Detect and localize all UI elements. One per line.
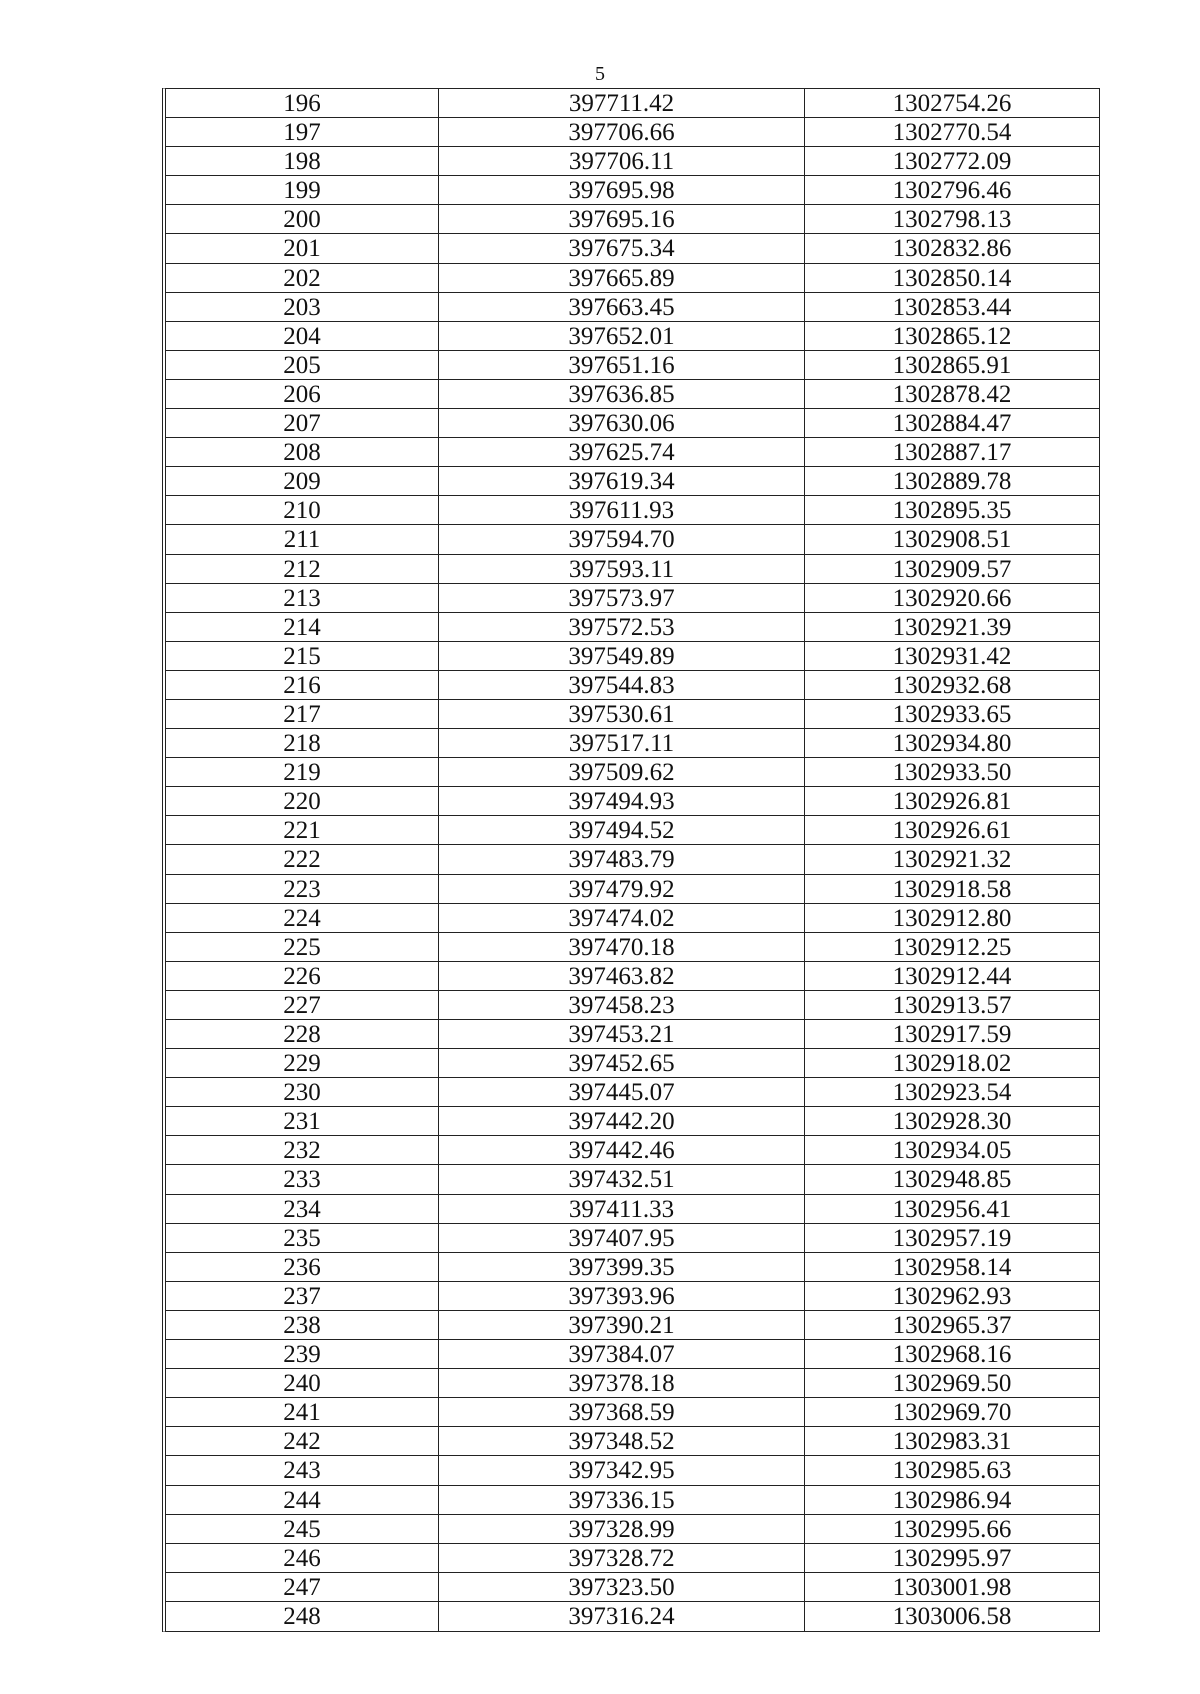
table-row bbox=[166, 1136, 1099, 1165]
point-number-cell: 198 bbox=[166, 147, 439, 175]
y-coordinate-cell: 1302928.30 bbox=[892, 1108, 1012, 1136]
table-row bbox=[166, 438, 1099, 467]
y-coordinate-cell: 1302918.58 bbox=[892, 875, 1012, 903]
table-row bbox=[166, 933, 1099, 962]
table-row bbox=[166, 1253, 1099, 1282]
point-number-cell: 238 bbox=[166, 1311, 439, 1339]
table-row bbox=[166, 496, 1099, 525]
table-row bbox=[166, 234, 1099, 263]
table-row bbox=[166, 700, 1099, 729]
table-row bbox=[166, 467, 1099, 496]
coordinates-table bbox=[162, 88, 1100, 1632]
point-number-cell: 240 bbox=[166, 1369, 439, 1397]
y-coordinate-cell: 1302884.47 bbox=[892, 410, 1012, 438]
x-coordinate-cell: 397390.21 bbox=[439, 1311, 805, 1339]
point-number-cell: 235 bbox=[166, 1224, 439, 1252]
point-number-cell: 206 bbox=[166, 380, 439, 408]
y-coordinate-cell: 1302957.19 bbox=[892, 1224, 1012, 1252]
table-row bbox=[166, 525, 1099, 554]
point-number-cell: 217 bbox=[166, 700, 439, 728]
point-number-cell: 203 bbox=[166, 293, 439, 321]
table-row bbox=[166, 118, 1099, 147]
y-coordinate-cell: 1302933.65 bbox=[892, 700, 1012, 728]
y-coordinate-cell: 1302772.09 bbox=[892, 148, 1012, 176]
y-coordinate-cell: 1302934.05 bbox=[892, 1137, 1012, 1165]
y-coordinate-cell: 1302962.93 bbox=[892, 1282, 1012, 1310]
x-coordinate-cell: 397336.15 bbox=[439, 1486, 805, 1514]
x-coordinate-cell: 397675.34 bbox=[439, 234, 805, 262]
y-coordinate-cell: 1302923.54 bbox=[892, 1079, 1012, 1107]
y-coordinate-cell: 1302956.41 bbox=[892, 1195, 1012, 1223]
y-coordinate-cell: 1302948.85 bbox=[892, 1166, 1012, 1194]
point-number-cell: 210 bbox=[166, 496, 439, 524]
x-coordinate-cell: 397630.06 bbox=[439, 409, 805, 437]
table-row bbox=[166, 991, 1099, 1020]
point-number-cell: 205 bbox=[166, 351, 439, 379]
y-coordinate-cell: 1302921.39 bbox=[892, 613, 1012, 641]
y-coordinate-cell: 1302909.57 bbox=[892, 555, 1012, 583]
x-coordinate-cell: 397483.79 bbox=[439, 845, 805, 873]
x-coordinate-cell: 397479.92 bbox=[439, 875, 805, 903]
table-row bbox=[166, 875, 1099, 904]
table-row bbox=[166, 1311, 1099, 1340]
y-coordinate-cell: 1302798.13 bbox=[892, 206, 1012, 234]
point-number-cell: 241 bbox=[166, 1398, 439, 1426]
y-coordinate-cell: 1302770.54 bbox=[892, 119, 1012, 147]
x-coordinate-cell: 397323.50 bbox=[439, 1573, 805, 1601]
x-coordinate-cell: 397509.62 bbox=[439, 758, 805, 786]
point-number-cell: 197 bbox=[166, 118, 439, 146]
page-number: 5 bbox=[595, 63, 605, 85]
x-coordinate-cell: 397549.89 bbox=[439, 642, 805, 670]
point-number-cell: 222 bbox=[166, 845, 439, 873]
y-coordinate-cell: 1302887.17 bbox=[892, 439, 1012, 467]
table-row bbox=[166, 1427, 1099, 1456]
point-number-cell: 237 bbox=[166, 1282, 439, 1310]
y-coordinate-cell: 1303001.98 bbox=[892, 1573, 1012, 1601]
point-number-cell: 228 bbox=[166, 1020, 439, 1048]
x-coordinate-cell: 397348.52 bbox=[439, 1427, 805, 1455]
y-coordinate-cell: 1302968.16 bbox=[892, 1341, 1012, 1369]
point-number-cell: 243 bbox=[166, 1456, 439, 1484]
point-number-cell: 208 bbox=[166, 438, 439, 466]
x-coordinate-cell: 397393.96 bbox=[439, 1282, 805, 1310]
x-coordinate-cell: 397442.20 bbox=[439, 1107, 805, 1135]
point-number-cell: 215 bbox=[166, 642, 439, 670]
x-coordinate-cell: 397652.01 bbox=[439, 322, 805, 350]
x-coordinate-cell: 397463.82 bbox=[439, 962, 805, 990]
x-coordinate-cell: 397530.61 bbox=[439, 700, 805, 728]
x-coordinate-cell: 397445.07 bbox=[439, 1078, 805, 1106]
point-number-cell: 221 bbox=[166, 816, 439, 844]
x-coordinate-cell: 397474.02 bbox=[439, 904, 805, 932]
point-number-cell: 202 bbox=[166, 264, 439, 292]
point-number-cell: 227 bbox=[166, 991, 439, 1019]
table-row bbox=[166, 1544, 1099, 1573]
point-number-cell: 212 bbox=[166, 555, 439, 583]
point-number-cell: 231 bbox=[166, 1107, 439, 1135]
x-coordinate-cell: 397452.65 bbox=[439, 1049, 805, 1077]
x-coordinate-cell: 397706.11 bbox=[439, 147, 805, 175]
x-coordinate-cell: 397453.21 bbox=[439, 1020, 805, 1048]
x-coordinate-cell: 397458.23 bbox=[439, 991, 805, 1019]
point-number-cell: 233 bbox=[166, 1165, 439, 1193]
table-row bbox=[166, 1486, 1099, 1515]
x-coordinate-cell: 397316.24 bbox=[439, 1602, 805, 1631]
table-row bbox=[166, 1195, 1099, 1224]
y-coordinate-cell: 1302912.44 bbox=[892, 962, 1012, 990]
table-row bbox=[166, 1340, 1099, 1369]
x-coordinate-cell: 397695.16 bbox=[439, 205, 805, 233]
y-coordinate-cell: 1302932.68 bbox=[892, 671, 1012, 699]
table-row bbox=[166, 1020, 1099, 1049]
x-coordinate-cell: 397494.93 bbox=[439, 787, 805, 815]
table-row bbox=[166, 1049, 1099, 1078]
point-number-cell: 209 bbox=[166, 467, 439, 495]
table-row bbox=[166, 147, 1099, 176]
point-number-cell: 236 bbox=[166, 1253, 439, 1281]
y-coordinate-cell: 1302986.94 bbox=[892, 1486, 1012, 1514]
x-coordinate-cell: 397411.33 bbox=[439, 1195, 805, 1223]
y-coordinate-cell: 1302796.46 bbox=[892, 177, 1012, 205]
y-coordinate-cell: 1302754.26 bbox=[892, 90, 1012, 117]
table-row bbox=[166, 1573, 1099, 1602]
x-coordinate-cell: 397407.95 bbox=[439, 1224, 805, 1252]
x-coordinate-cell: 397593.11 bbox=[439, 555, 805, 583]
point-number-cell: 200 bbox=[166, 205, 439, 233]
table-row bbox=[166, 642, 1099, 671]
x-coordinate-cell: 397625.74 bbox=[439, 438, 805, 466]
y-coordinate-cell: 1302853.44 bbox=[892, 293, 1012, 321]
y-coordinate-cell: 1302865.91 bbox=[892, 351, 1012, 379]
point-number-cell: 230 bbox=[166, 1078, 439, 1106]
x-coordinate-cell: 397470.18 bbox=[439, 933, 805, 961]
y-coordinate-cell: 1302913.57 bbox=[892, 991, 1012, 1019]
table-row bbox=[166, 904, 1099, 933]
table-row bbox=[166, 729, 1099, 758]
y-coordinate-cell: 1302850.14 bbox=[892, 264, 1012, 292]
x-coordinate-cell: 397711.42 bbox=[439, 89, 805, 117]
point-number-cell: 244 bbox=[166, 1486, 439, 1514]
point-number-cell: 196 bbox=[166, 89, 439, 117]
table-row bbox=[166, 613, 1099, 642]
point-number-cell: 214 bbox=[166, 613, 439, 641]
point-number-cell: 220 bbox=[166, 787, 439, 815]
point-number-cell: 219 bbox=[166, 758, 439, 786]
point-number-cell: 239 bbox=[166, 1340, 439, 1368]
x-coordinate-cell: 397432.51 bbox=[439, 1165, 805, 1193]
y-coordinate-cell: 1302995.97 bbox=[892, 1544, 1012, 1572]
table-row bbox=[166, 1398, 1099, 1427]
point-number-cell: 234 bbox=[166, 1195, 439, 1223]
table-row bbox=[166, 962, 1099, 991]
x-coordinate-cell: 397611.93 bbox=[439, 496, 805, 524]
table-row bbox=[166, 671, 1099, 700]
y-coordinate-cell: 1302969.50 bbox=[892, 1370, 1012, 1398]
point-number-cell: 246 bbox=[166, 1544, 439, 1572]
y-coordinate-cell: 1302832.86 bbox=[892, 235, 1012, 263]
table-row bbox=[166, 293, 1099, 322]
y-coordinate-cell: 1302926.61 bbox=[892, 817, 1012, 845]
x-coordinate-cell: 397573.97 bbox=[439, 584, 805, 612]
y-coordinate-cell: 1302889.78 bbox=[892, 468, 1012, 496]
y-coordinate-cell: 1302912.25 bbox=[892, 933, 1012, 961]
y-coordinate-cell: 1302931.42 bbox=[892, 642, 1012, 670]
point-number-cell: 224 bbox=[166, 904, 439, 932]
table-row bbox=[166, 264, 1099, 293]
y-coordinate-cell: 1302958.14 bbox=[892, 1253, 1012, 1281]
table-row bbox=[166, 322, 1099, 351]
point-number-cell: 213 bbox=[166, 584, 439, 612]
x-coordinate-cell: 397544.83 bbox=[439, 671, 805, 699]
x-coordinate-cell: 397384.07 bbox=[439, 1340, 805, 1368]
y-coordinate-cell: 1302918.02 bbox=[892, 1050, 1012, 1078]
table-row bbox=[166, 409, 1099, 438]
point-number-cell: 232 bbox=[166, 1136, 439, 1164]
point-number-cell: 216 bbox=[166, 671, 439, 699]
table-row bbox=[166, 584, 1099, 613]
table-row bbox=[166, 1456, 1099, 1485]
y-coordinate-cell: 1303006.58 bbox=[892, 1602, 1012, 1630]
table-row bbox=[166, 89, 1099, 118]
table-row bbox=[166, 555, 1099, 584]
table-row bbox=[166, 380, 1099, 409]
x-coordinate-cell: 397651.16 bbox=[439, 351, 805, 379]
y-coordinate-cell: 1302917.59 bbox=[892, 1021, 1012, 1048]
point-number-cell: 247 bbox=[166, 1573, 439, 1601]
x-coordinate-cell: 397368.59 bbox=[439, 1398, 805, 1426]
x-coordinate-cell: 397328.72 bbox=[439, 1544, 805, 1572]
y-coordinate-cell: 1302865.12 bbox=[892, 322, 1012, 350]
table-row bbox=[166, 816, 1099, 845]
x-coordinate-cell: 397706.66 bbox=[439, 118, 805, 146]
x-coordinate-cell: 397442.46 bbox=[439, 1136, 805, 1164]
x-coordinate-cell: 397695.98 bbox=[439, 176, 805, 204]
x-coordinate-cell: 397328.99 bbox=[439, 1515, 805, 1543]
y-coordinate-cell: 1302933.50 bbox=[892, 759, 1012, 787]
point-number-cell: 248 bbox=[166, 1602, 439, 1631]
table-row bbox=[166, 1602, 1099, 1631]
y-coordinate-cell: 1302895.35 bbox=[892, 497, 1012, 525]
y-coordinate-cell: 1302878.42 bbox=[892, 380, 1012, 408]
table-row bbox=[166, 1224, 1099, 1253]
table-row bbox=[166, 787, 1099, 816]
y-coordinate-cell: 1302965.37 bbox=[892, 1311, 1012, 1339]
point-number-cell: 242 bbox=[166, 1427, 439, 1455]
x-coordinate-cell: 397636.85 bbox=[439, 380, 805, 408]
y-coordinate-cell: 1302908.51 bbox=[892, 526, 1012, 554]
point-number-cell: 225 bbox=[166, 933, 439, 961]
x-coordinate-cell: 397378.18 bbox=[439, 1369, 805, 1397]
x-coordinate-cell: 397517.11 bbox=[439, 729, 805, 757]
x-coordinate-cell: 397399.35 bbox=[439, 1253, 805, 1281]
x-coordinate-cell: 397572.53 bbox=[439, 613, 805, 641]
y-coordinate-cell: 1302921.32 bbox=[892, 846, 1012, 874]
table-row bbox=[166, 1515, 1099, 1544]
point-number-cell: 201 bbox=[166, 234, 439, 262]
y-coordinate-cell: 1302926.81 bbox=[892, 788, 1012, 816]
y-coordinate-cell: 1302934.80 bbox=[892, 730, 1012, 758]
point-number-cell: 226 bbox=[166, 962, 439, 990]
table-row bbox=[166, 351, 1099, 380]
y-coordinate-cell: 1302969.70 bbox=[892, 1399, 1012, 1427]
table-row bbox=[166, 1078, 1099, 1107]
x-coordinate-cell: 397494.52 bbox=[439, 816, 805, 844]
x-coordinate-cell: 397665.89 bbox=[439, 264, 805, 292]
point-number-cell: 204 bbox=[166, 322, 439, 350]
point-number-cell: 245 bbox=[166, 1515, 439, 1543]
point-number-cell: 207 bbox=[166, 409, 439, 437]
y-coordinate-cell: 1302985.63 bbox=[892, 1457, 1012, 1485]
table-row bbox=[166, 1165, 1099, 1194]
x-coordinate-cell: 397619.34 bbox=[439, 467, 805, 495]
y-coordinate-cell: 1302995.66 bbox=[892, 1515, 1012, 1543]
x-coordinate-cell: 397342.95 bbox=[439, 1456, 805, 1484]
point-number-cell: 218 bbox=[166, 729, 439, 757]
x-coordinate-cell: 397594.70 bbox=[439, 525, 805, 553]
y-coordinate-cell: 1302920.66 bbox=[892, 584, 1012, 612]
point-number-cell: 211 bbox=[166, 525, 439, 553]
table-row bbox=[166, 1282, 1099, 1311]
table-row bbox=[166, 205, 1099, 234]
y-coordinate-cell: 1302912.80 bbox=[892, 904, 1012, 932]
y-coordinate-cell: 1302983.31 bbox=[892, 1428, 1012, 1456]
table-row bbox=[166, 176, 1099, 205]
table-row bbox=[166, 845, 1099, 874]
table-row bbox=[166, 1369, 1099, 1398]
table-row bbox=[166, 1107, 1099, 1136]
x-coordinate-cell: 397663.45 bbox=[439, 293, 805, 321]
point-number-cell: 229 bbox=[166, 1049, 439, 1077]
point-number-cell: 199 bbox=[166, 176, 439, 204]
point-number-cell: 223 bbox=[166, 875, 439, 903]
table-row bbox=[166, 758, 1099, 787]
